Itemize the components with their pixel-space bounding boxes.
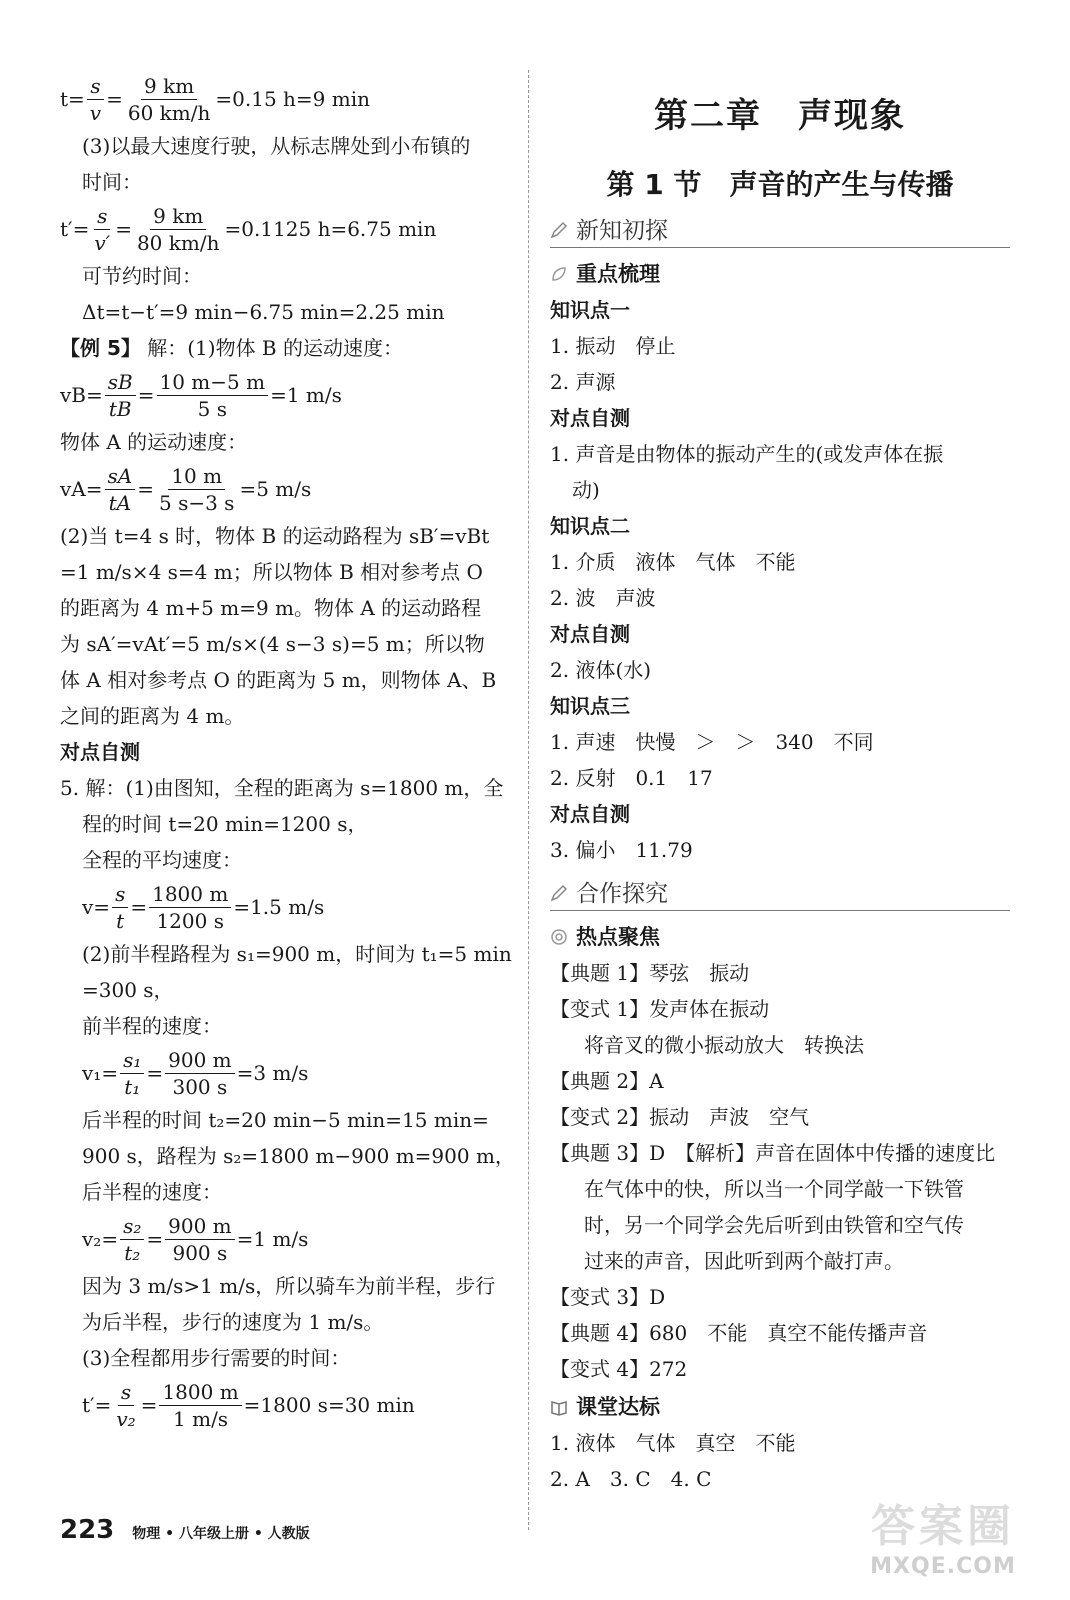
eq-numerator: sA [105, 466, 136, 490]
eq-denominator: tB [108, 396, 132, 421]
eq-denominator: 1 m/s [173, 1406, 229, 1431]
target-icon [550, 927, 568, 945]
eq-denominator: v′ [94, 230, 111, 255]
section-band-new-knowledge [550, 209, 1010, 248]
eq-lhs: v= [82, 895, 111, 919]
eq-rhs: =1 m/s [236, 1227, 309, 1251]
eq-sign: = [146, 1061, 164, 1085]
eq-numerator: 9 km [150, 206, 206, 230]
answer-line: 【变式 3】D [550, 1285, 666, 1309]
band-label: 新知初探 [576, 217, 668, 244]
watermark [838, 1490, 1048, 1590]
eq-numerator: s [94, 206, 110, 230]
eq-numerator: 9 km [141, 76, 197, 100]
text-line: 体 A 相对参考点 O 的距离为 5 m，则物体 A、B [60, 668, 497, 692]
answer-line: 【典题 1】琴弦 振动 [550, 961, 750, 985]
text-line: 物体 A 的运动速度： [60, 430, 248, 454]
eq-numerator: 900 m [165, 1050, 235, 1074]
eq-denominator: v₂ [116, 1406, 136, 1431]
eq-denominator: v [89, 100, 102, 125]
answer-line: 1. 声速 快慢 ＞ ＞ 340 不同 [550, 730, 874, 754]
eq-lhs: t′= [60, 217, 90, 241]
eq-sign: = [146, 1227, 164, 1251]
equation-3 [60, 366, 522, 424]
eq-denominator: 80 km/h [136, 230, 220, 255]
knowledge-point-heading: 知识点一 [550, 298, 630, 322]
eq-rhs: =0.15 h=9 min [215, 87, 370, 111]
answer-line: 将音叉的微小振动放大 转换法 [584, 1033, 864, 1057]
eq-rhs: =5 m/s [239, 477, 312, 501]
eq-numerator: 1800 m [149, 884, 231, 908]
answer-line: 过来的声音，因此听到两个敲打声。 [584, 1249, 904, 1273]
text-line: 全程的平均速度： [82, 848, 242, 872]
self-test-heading: 对点自测 [550, 622, 630, 646]
eq-sign: = [137, 383, 155, 407]
text-line: Δt=t−t′=9 min−6.75 min=2.25 min [82, 300, 445, 324]
equation-2 [60, 200, 522, 258]
text-line: (3)以最大速度行驶，从标志牌处到小布镇的 [82, 134, 471, 158]
equation-6 [60, 1044, 522, 1102]
example-text: 解：(1)物体 B 的运动速度： [147, 336, 403, 360]
eq-lhs: v₂= [82, 1227, 119, 1251]
subheading-label: 课堂达标 [576, 1395, 660, 1419]
answer-line: 【典题 3】D 【解析】声音在固体中传播的速度比 [550, 1141, 996, 1165]
eq-denominator: t₂ [124, 1240, 141, 1265]
text-line: 之间的距离为 4 m。 [60, 704, 245, 728]
book-icon [550, 1397, 568, 1415]
eq-rhs: =1 m/s [270, 383, 342, 407]
text-line: 后半程的时间 t₂=20 min−5 min=15 min= [82, 1108, 489, 1132]
pencil-icon [550, 219, 568, 237]
footer-book-info: 物理 • 八年级上册 • 人教版 [132, 1526, 310, 1542]
answer-line: 2. A 3. C 4. C [550, 1467, 712, 1491]
eq-rhs: =0.1125 h=6.75 min [224, 217, 437, 241]
eq-numerator: 10 m [168, 466, 225, 490]
eq-sign: = [115, 217, 132, 241]
eq-numerator: 10 m−5 m [157, 372, 269, 396]
answer-line: 【变式 4】272 [550, 1357, 688, 1381]
text-line: 为 sA′=vAt′=5 m/s×(4 s−3 s)=5 m；所以物 [60, 632, 485, 656]
eq-denominator: 60 km/h [127, 100, 211, 125]
equation-8 [60, 1376, 522, 1434]
left-column [60, 70, 522, 1434]
answer-line: 3. 偏小 11.79 [550, 838, 693, 862]
text-line: 因为 3 m/s>1 m/s，所以骑车为前半程，步行 [82, 1274, 496, 1298]
text-line: 可节约时间： [82, 264, 202, 288]
page-footer [60, 1515, 310, 1545]
page-number: 223 [60, 1515, 115, 1545]
eq-denominator: 900 s [172, 1240, 228, 1265]
eq-lhs: t′= [82, 1393, 112, 1417]
eq-sign: = [140, 1393, 158, 1417]
watermark-url: MXQE.COM [870, 1554, 1016, 1579]
eq-rhs: =1.5 m/s [233, 895, 325, 919]
text-line: 900 s，路程为 s₂=1800 m−900 m=900 m， [82, 1144, 515, 1168]
chapter-title: 第二章 声现象 [654, 96, 906, 136]
text-line: (2)当 t=4 s 时，物体 B 的运动路程为 sB′=vBt [60, 524, 490, 548]
right-column [550, 70, 1010, 1497]
text-line: 5. 解：(1)由图知，全程的距离为 s=1800 m，全 [60, 776, 504, 800]
eq-numerator: 1800 m [159, 1382, 241, 1406]
example-5-heading [60, 330, 522, 366]
answer-line: 1. 液体 气体 真空 不能 [550, 1431, 796, 1455]
text-line: =300 s， [82, 978, 174, 1002]
section-band-cooperative-inquiry [550, 872, 1010, 911]
eq-lhs: t= [60, 87, 85, 111]
text-line: (3)全程都用步行需要的时间： [82, 1346, 351, 1370]
eq-numerator: s₂ [120, 1216, 144, 1240]
self-test-heading: 对点自测 [550, 802, 630, 826]
eq-numerator: s₁ [120, 1050, 144, 1074]
answer-line: 【变式 2】振动 声波 空气 [550, 1105, 810, 1129]
eq-denominator: 5 s [197, 396, 227, 421]
text-line: (2)前半程路程为 s₁=900 m，时间为 t₁=5 min [82, 942, 512, 966]
answer-line: 【变式 1】发声体在振动 [550, 997, 770, 1021]
column-divider [528, 70, 529, 1530]
answer-line: 在气体中的快，所以当一个同学敲一下铁管 [584, 1177, 964, 1201]
eq-denominator: t [116, 908, 125, 933]
eq-denominator: 300 s [172, 1074, 228, 1099]
knowledge-point-heading: 知识点二 [550, 514, 630, 538]
text-line: 程的时间 t=20 min=1200 s， [82, 812, 368, 836]
answer-line: 动) [572, 478, 600, 502]
answer-line: 2. 波 声波 [550, 586, 656, 610]
answer-line: 2. 声源 [550, 370, 616, 394]
equation-1 [60, 70, 522, 128]
text-line: 为后半程，步行的速度为 1 m/s。 [82, 1310, 384, 1334]
self-test-heading: 对点自测 [60, 740, 140, 764]
eq-sign: = [137, 477, 154, 501]
equation-4 [60, 460, 522, 518]
eq-denominator: t₁ [124, 1074, 141, 1099]
eq-lhs: v₁= [82, 1061, 119, 1085]
answer-line: 1. 声音是由物体的振动产生的(或发声体在振 [550, 442, 944, 466]
text-line: 后半程的速度： [82, 1180, 222, 1204]
equation-5 [60, 878, 522, 936]
eq-numerator: 900 m [165, 1216, 235, 1240]
text-line: =1 m/s×4 s=4 m；所以物体 B 相对参考点 O [60, 560, 483, 584]
eq-denominator: 1200 s [156, 908, 224, 933]
answer-line: 2. 反射 0.1 17 [550, 766, 713, 790]
example-tag: 【例 5】 [60, 336, 141, 360]
eq-numerator: sB [105, 372, 136, 396]
answer-line: 【典题 4】680 不能 真空不能传播声音 [550, 1321, 928, 1345]
answer-line: 1. 介质 液体 气体 不能 [550, 550, 796, 574]
subheading-hot-focus [550, 917, 1010, 955]
eq-sign: = [106, 87, 123, 111]
answer-line: 1. 振动 停止 [550, 334, 676, 358]
eq-rhs: =3 m/s [236, 1061, 309, 1085]
self-test-heading: 对点自测 [550, 406, 630, 430]
answer-line: 2. 液体(水) [550, 658, 652, 682]
text-line: 时间： [82, 170, 142, 194]
subheading-key-points [550, 254, 1010, 292]
knowledge-point-heading: 知识点三 [550, 694, 630, 718]
leaf-icon [550, 264, 568, 282]
text-line: 的距离为 4 m+5 m=9 m。物体 A 的运动路程 [60, 596, 482, 620]
eq-sign: = [130, 895, 148, 919]
section-title: 第 1 节 声音的产生与传播 [606, 168, 954, 201]
answer-line: 【典题 2】A [550, 1069, 664, 1093]
eq-lhs: vA= [60, 477, 103, 501]
equation-7 [60, 1210, 522, 1268]
eq-denominator: 5 s−3 s [158, 490, 235, 515]
eq-lhs: vB= [60, 383, 103, 407]
band-label: 合作探究 [576, 880, 668, 907]
subheading-classroom [550, 1387, 1010, 1425]
eq-numerator: s [118, 1382, 134, 1406]
eq-numerator: s [87, 76, 103, 100]
text-line: 前半程的速度： [82, 1014, 222, 1038]
answer-line: 时，另一个同学会先后听到由铁管和空气传 [584, 1213, 964, 1237]
eq-numerator: s [112, 884, 128, 908]
watermark-title: 答案圈 [871, 1501, 1015, 1552]
eq-denominator: tA [108, 490, 132, 515]
subheading-label: 重点梳理 [576, 262, 660, 286]
subheading-label: 热点聚焦 [576, 925, 660, 949]
pencil-icon [550, 882, 568, 900]
eq-rhs: =1800 s=30 min [243, 1393, 415, 1417]
